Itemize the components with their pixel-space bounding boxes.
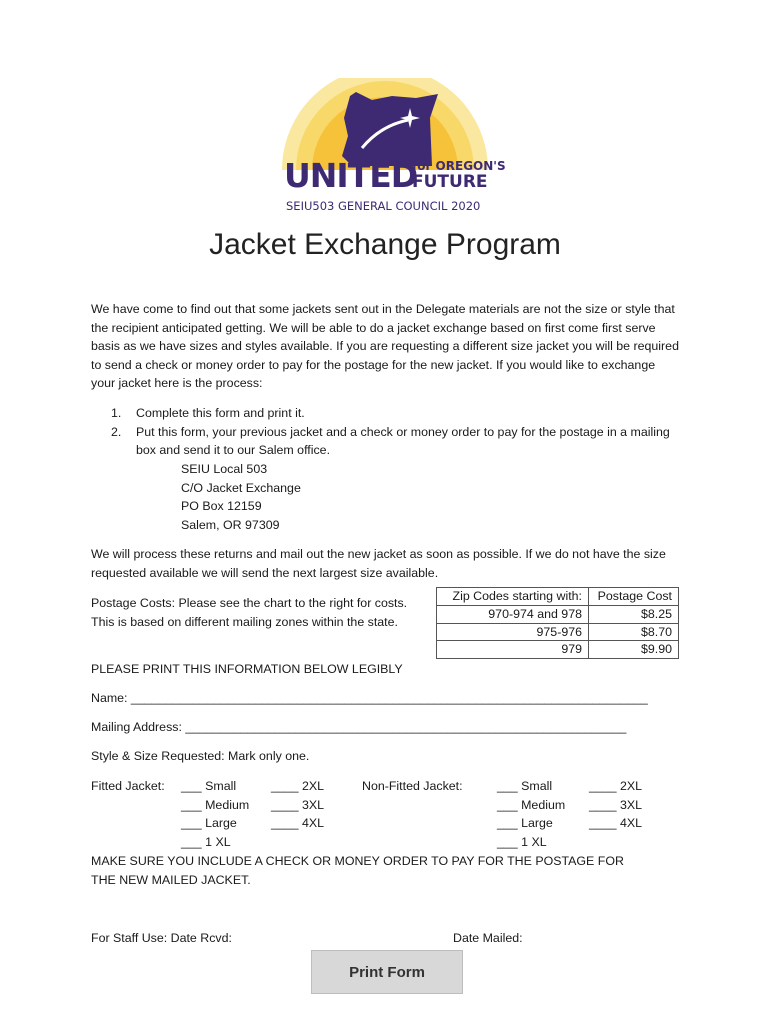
non-fitted-sizes-col-a — [497, 777, 565, 851]
non-fitted-size-medium[interactable]: ___ Medium — [497, 797, 566, 812]
table-cell: 970-974 and 978 — [437, 605, 589, 623]
mailing-address-field[interactable]: Mailing Address: ________________________________________________________________ — [91, 720, 627, 734]
non-fitted-size-4xl[interactable]: ____ 4XL — [589, 816, 643, 831]
fitted-sizes-col-a — [181, 777, 249, 851]
address-line: SEIU Local 503 — [181, 462, 268, 476]
logo-tagline: SEIU503 GENERAL COUNCIL 2020 — [286, 199, 481, 213]
non-fitted-jacket-label: Non-Fitted Jacket: — [362, 779, 463, 793]
table-header: Postage Cost — [589, 588, 679, 606]
non-fitted-sizes-col-b — [589, 777, 642, 833]
table-cell: 975-976 — [437, 623, 589, 641]
logo-for-oregons: for OREGON'S — [412, 159, 506, 173]
logo-graphic — [270, 78, 500, 218]
non-fitted-size-3xl[interactable]: ____ 3XL — [589, 797, 643, 812]
logo — [270, 78, 506, 218]
steps-list — [111, 404, 671, 460]
print-legibly-heading: PLEASE PRINT THIS INFORMATION BELOW LEGIBLY — [91, 662, 403, 676]
fitted-size-3xl[interactable]: ____ 3XL — [271, 797, 325, 812]
payment-reminder: MAKE SURE YOU INCLUDE A CHECK OR MONEY ORDER TO PAY FOR THE POSTAGE FOR THE NEW MAILED JACKET. — [91, 854, 624, 887]
step-item — [111, 404, 671, 423]
step-number: 1. — [111, 406, 122, 420]
fitted-size-medium[interactable]: ___ Medium — [181, 797, 250, 812]
table-row — [437, 605, 679, 623]
postage-note: Postage Costs: Please see the chart to the right for costs. This is based on different mailing zones within the state. — [91, 596, 408, 629]
table-row — [437, 641, 679, 659]
non-fitted-size-small[interactable]: ___ Small — [497, 779, 553, 793]
logo-future: FUTURE — [412, 172, 488, 192]
step-number: 2. — [111, 424, 122, 439]
table-header: Zip Codes starting with: — [437, 588, 589, 606]
postage-table — [436, 587, 679, 659]
address-line: PO Box 12159 — [181, 499, 262, 514]
table-cell: $8.70 — [589, 623, 679, 641]
intro-paragraph: We have come to find out that some jackets sent out in the Delegate materials are not the size or style that the recipient anticipated getting. We will be able to do a jacket exchange based on first come first serve basis as we have sizes and styles available. If you are requesting a different size jacket you will be required to send a check or money order to pay for the postage for the new jacket. If you would like to exchange your jacket here is the process: — [91, 302, 679, 391]
page-title: Jacket Exchange Program — [209, 228, 561, 261]
fitted-size-1xl[interactable]: ___ 1 XL — [181, 834, 231, 849]
oregon-shape — [342, 92, 438, 166]
table-cell: $9.90 — [589, 641, 679, 659]
style-size-instructions: Style & Size Requested: Mark only one. — [91, 749, 310, 763]
fitted-jacket-label: Fitted Jacket: — [91, 779, 165, 793]
address-line: C/O Jacket Exchange — [181, 480, 301, 495]
step-item — [111, 423, 671, 460]
step-text: Put this form, your previous jacket and a check or money order to pay for the postage in a mailing box and send it to our Salem office. — [136, 424, 670, 458]
staff-use-date-received: For Staff Use: Date Rcvd: — [91, 931, 232, 945]
fitted-sizes-col-b — [271, 777, 324, 833]
table-cell: $8.25 — [589, 605, 679, 623]
name-field[interactable]: Name: ___________________________________________________________________________ — [91, 691, 648, 705]
non-fitted-size-1xl[interactable]: ___ 1 XL — [497, 834, 547, 849]
table-row — [437, 623, 679, 641]
non-fitted-size-2xl[interactable]: ____ 2XL — [589, 779, 643, 793]
print-form-button[interactable]: Print Form — [311, 950, 463, 994]
fitted-size-small[interactable]: ___ Small — [181, 779, 237, 793]
mailing-address-block — [181, 460, 301, 534]
step-text: Complete this form and print it. — [136, 406, 305, 420]
table-cell: 979 — [437, 641, 589, 659]
staff-use-date-mailed: Date Mailed: — [453, 931, 523, 945]
fitted-size-4xl[interactable]: ____ 4XL — [271, 816, 325, 831]
fitted-size-2xl[interactable]: ____ 2XL — [271, 779, 325, 793]
address-line: Salem, OR 97309 — [181, 517, 280, 532]
fitted-size-large[interactable]: ___ Large — [181, 816, 237, 831]
process-note: We will process these returns and mail out the new jacket as soon as possible. If we do not have the size requested available we will send the next largest size available. — [91, 547, 666, 580]
logo-united: UNITED — [284, 156, 418, 195]
table-header-row — [437, 588, 679, 606]
non-fitted-size-large[interactable]: ___ Large — [497, 816, 553, 831]
